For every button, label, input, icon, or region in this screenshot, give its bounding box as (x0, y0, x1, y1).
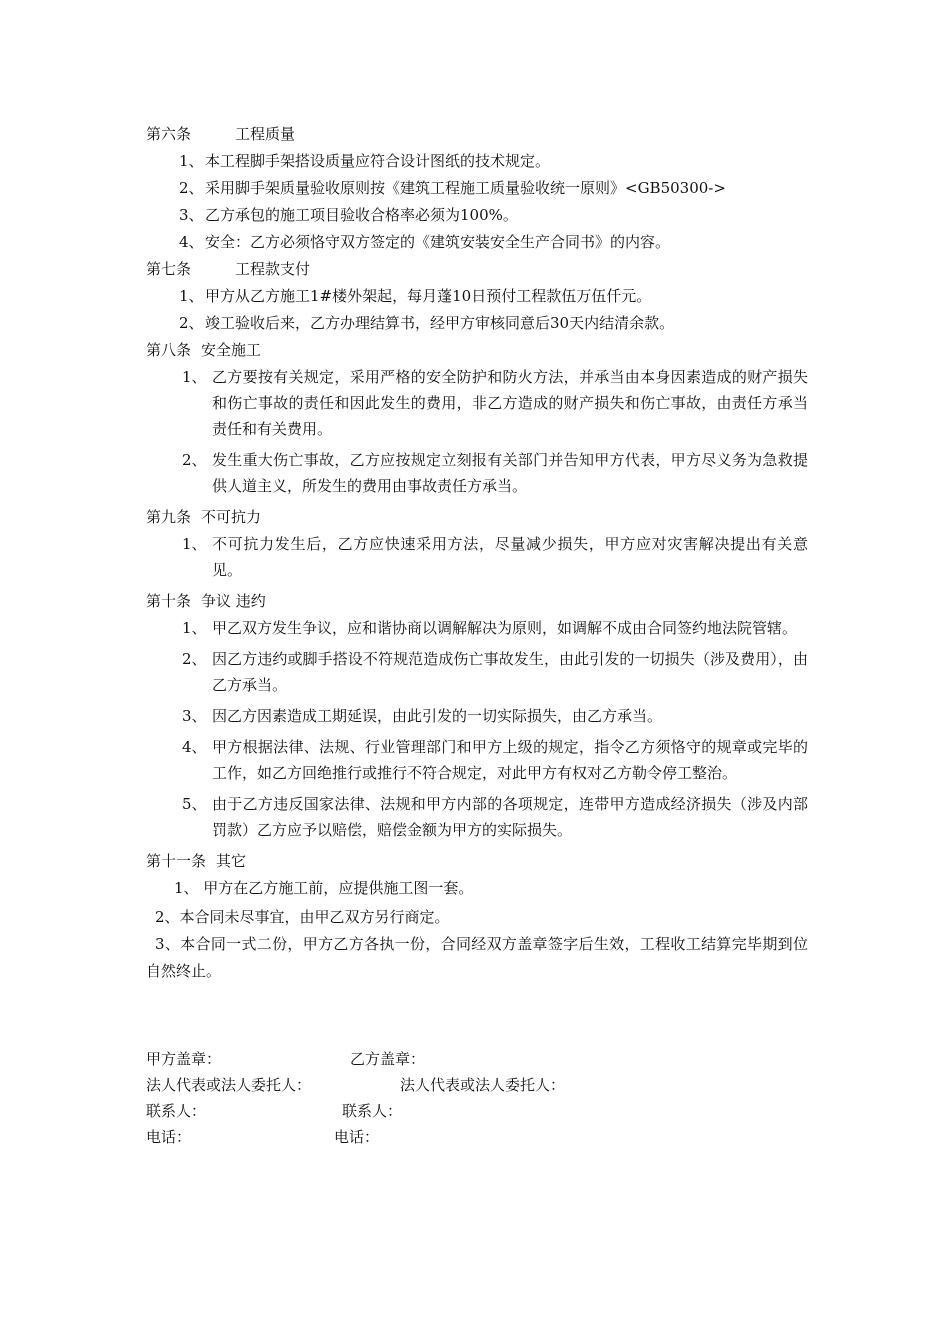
clause-text: 由于乙方违反国家法律、法规和甲方内部的各项规定，连带甲方造成经济损失（涉及内部罚款）乙方应予以赔偿，赔偿金额为甲方的实际损失。 (212, 795, 808, 839)
article-title: 其它 (216, 852, 247, 870)
article-10 (146, 588, 808, 843)
article-6 (146, 121, 808, 256)
clause-text: 因乙方因素造成工期延误，由此引发的一切实际损失，由乙方承当。 (212, 707, 663, 725)
article-heading (146, 256, 808, 283)
article-heading (146, 588, 808, 615)
article-title: 安全施工 (201, 341, 262, 359)
article-9 (146, 504, 808, 583)
signature-row (146, 1046, 846, 1072)
article-11 (146, 848, 808, 985)
contract-body (146, 121, 808, 985)
clause-number: 2、 (179, 314, 204, 332)
clause (146, 447, 808, 499)
clause-text: 安全：乙方必须恪守双方签定的《建筑安装安全生产合同书》的内容。 (205, 233, 671, 251)
clause-number: 2、 (179, 179, 204, 197)
clause-text: 本工程脚手架搭设质量应符合设计图纸的技术规定。 (205, 152, 551, 170)
clause (146, 364, 808, 442)
clause (146, 148, 808, 175)
article-number: 第八条 (146, 341, 192, 359)
article-title: 工程质量 (235, 125, 296, 143)
clause-text: 3、本合同一式二份，甲方乙方各执一份，合同经双方盖章签字后生效，工程收工结算完毕期到位自然终止。 (146, 935, 808, 980)
clause-text: 发生重大伤亡事故，乙方应按规定立刻报有关部门并告知甲方代表，甲方尽义务为急救提供人道主义，所发生的费用由事故责任方承当。 (212, 451, 808, 495)
clause-text: 甲乙双方发生争议，应和谐协商以调解解决为原则，如调解不成由合同签约地法院管辖。 (212, 619, 798, 637)
clause (146, 283, 808, 310)
party-b-representative-label: 法人代表或法人委托人： (400, 1076, 566, 1094)
signature-block (146, 1046, 846, 1150)
clause (146, 310, 808, 337)
clause-text: 甲方从乙方施工1#楼外架起，每月蓬10日预付工程款伍万伍仟元。 (205, 287, 652, 305)
signature-row (146, 1098, 846, 1124)
clause-number: 3、 (182, 707, 207, 725)
clause-text: 乙方要按有关规定，采用严格的安全防护和防火方法，并承当由本身因素造成的财产损失和伤亡事故的责任和因此发生的费用，非乙方造成的财产损失和伤亡事故，由责任方承当责任和有关费用。 (212, 368, 808, 438)
signature-row (146, 1124, 846, 1150)
party-b-contact-label: 联系人： (342, 1102, 403, 1120)
article-number: 第九条 (146, 508, 192, 526)
article-7 (146, 256, 808, 337)
clause-number: 5、 (182, 795, 207, 813)
clause (146, 734, 808, 786)
party-a-phone-label: 电话： (146, 1128, 192, 1146)
clause (146, 531, 808, 583)
party-a-contact-label: 联系人： (146, 1102, 207, 1120)
party-a-seal-label: 甲方盖章： (146, 1050, 222, 1068)
article-heading (146, 504, 808, 531)
party-a-representative-label: 法人代表或法人委托人： (146, 1076, 312, 1094)
article-title: 工程款支付 (235, 260, 311, 278)
clause (146, 646, 808, 698)
clause-number: 1、 (182, 368, 207, 386)
clause-number: 1、 (179, 287, 204, 305)
clause (146, 615, 808, 641)
clause-number: 1、 (182, 619, 207, 637)
article-title: 争议 违约 (201, 592, 266, 610)
clause-number: 2、 (182, 650, 207, 668)
clause (146, 229, 808, 256)
article-number: 第十一条 (146, 852, 207, 870)
clause-number: 2、 (182, 451, 207, 469)
clause-text: 1、 甲方在乙方施工前，应提供施工图一套。 (174, 879, 474, 897)
article-heading (146, 848, 808, 875)
article-heading (146, 337, 808, 364)
clause-number: 1、 (179, 152, 204, 170)
clause-number: 4、 (182, 738, 207, 756)
clause-text: 因乙方违约或脚手搭设不符规范造成伤亡事故发生，由此引发的一切损失（涉及费用），由乙方承当。 (212, 650, 808, 694)
clause (146, 202, 808, 229)
signature-row (146, 1072, 846, 1098)
clause-number: 4、 (179, 233, 204, 251)
clause-text: 不可抗力发生后，乙方应快速采用方法，尽量减少损失，甲方应对灾害解决提出有关意见。 (212, 535, 808, 579)
article-heading (146, 121, 808, 148)
clause-number: 3、 (179, 206, 204, 224)
article-8 (146, 337, 808, 499)
party-b-phone-label: 电话： (334, 1128, 380, 1146)
article-number: 第十条 (146, 592, 192, 610)
clause-text: 采用脚手架质量验收原则按《建筑工程施工质量验收统一原则》<GB50300-> (205, 179, 726, 197)
article-title: 不可抗力 (201, 508, 262, 526)
clause-text: 甲方根据法律、法规、行业管理部门和甲方上级的规定，指令乙方须恪守的规章或完毕的工作，如乙方回绝推行或推行不符合规定，对此甲方有权对乙方勒令停工整治。 (212, 738, 808, 782)
clause-text: 乙方承包的施工项目验收合格率必须为100%。 (205, 206, 518, 224)
article-number: 第七条 (146, 260, 192, 278)
clause-number: 1、 (182, 535, 207, 553)
party-b-seal-label: 乙方盖章： (350, 1050, 426, 1068)
clause (146, 703, 808, 729)
clause (146, 175, 808, 202)
clause (146, 791, 808, 843)
clause-text: 2、本合同未尽事宜，由甲乙双方另行商定。 (155, 908, 450, 926)
clause-text: 竣工验收后来，乙方办理结算书，经甲方审核同意后30天内结清余款。 (205, 314, 675, 332)
article-number: 第六条 (146, 125, 192, 143)
